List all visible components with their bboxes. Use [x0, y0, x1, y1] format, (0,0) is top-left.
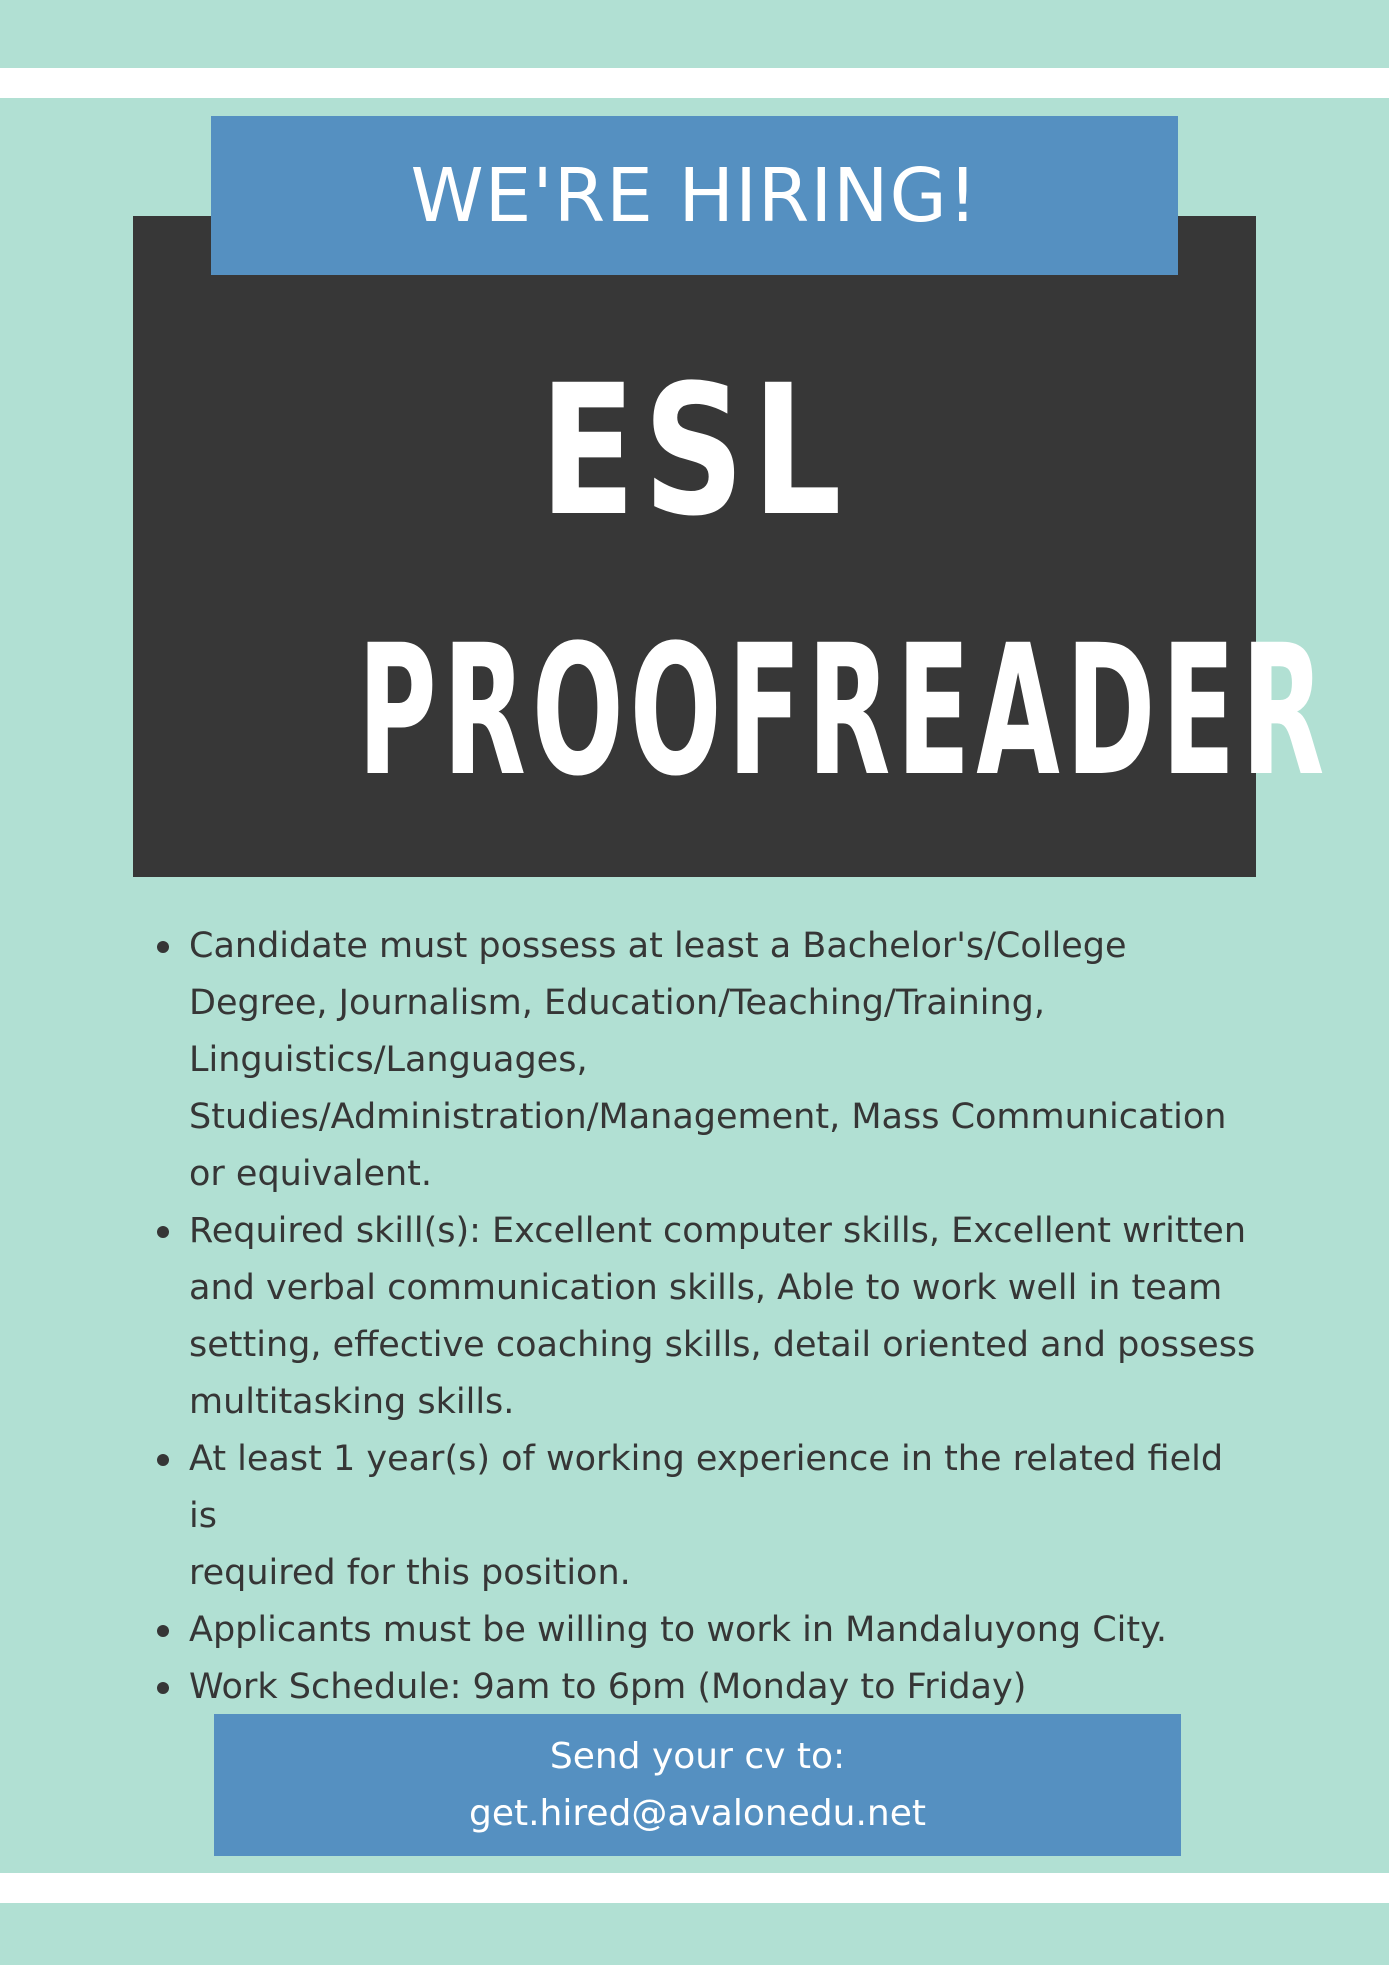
bullet-icon [157, 1454, 169, 1466]
bullet-icon [157, 941, 169, 953]
hiring-heading: WE'RE HIRING! [410, 152, 979, 239]
list-item [150, 918, 1260, 1203]
bottom-stripe [0, 1873, 1389, 1903]
job-title-line-2: PROOFREADER [357, 607, 1331, 816]
requirement-text: At least 1 year(s) of working experience in the related field is required for this position. [189, 1439, 1224, 1593]
bullet-icon [157, 1682, 169, 1694]
requirement-text: Work Schedule: 9am to 6pm (Monday to Friday) [189, 1667, 1027, 1707]
hiring-banner [211, 116, 1178, 275]
job-title-line-1: ESL [539, 347, 850, 556]
bullet-icon [157, 1625, 169, 1637]
requirements-list [150, 918, 1260, 1716]
list-item [150, 1203, 1260, 1431]
list-item [150, 1431, 1260, 1602]
requirement-text: Candidate must possess at least a Bachelor's/College Degree, Journalism, Education/Teaching/Training, Linguistics/Languages, Studies/Administration/Management, Mass Communication or equivalent. [189, 926, 1227, 1194]
contact-label: Send your cv to: [549, 1736, 846, 1777]
contact-email[interactable]: get.hired@avalonedu.net [469, 1793, 926, 1834]
requirement-text: Applicants must be willing to work in Mandaluyong City. [189, 1610, 1167, 1650]
list-item [150, 1602, 1260, 1659]
requirement-text: Required skill(s): Excellent computer skills, Excellent written and verbal communication skills, Able to work well in team setting, effective coaching skills, detail oriented and possess multitasking skills. [189, 1211, 1256, 1422]
top-stripe [0, 68, 1389, 98]
contact-box [214, 1714, 1181, 1856]
bullet-icon [157, 1226, 169, 1238]
list-item [150, 1659, 1260, 1716]
